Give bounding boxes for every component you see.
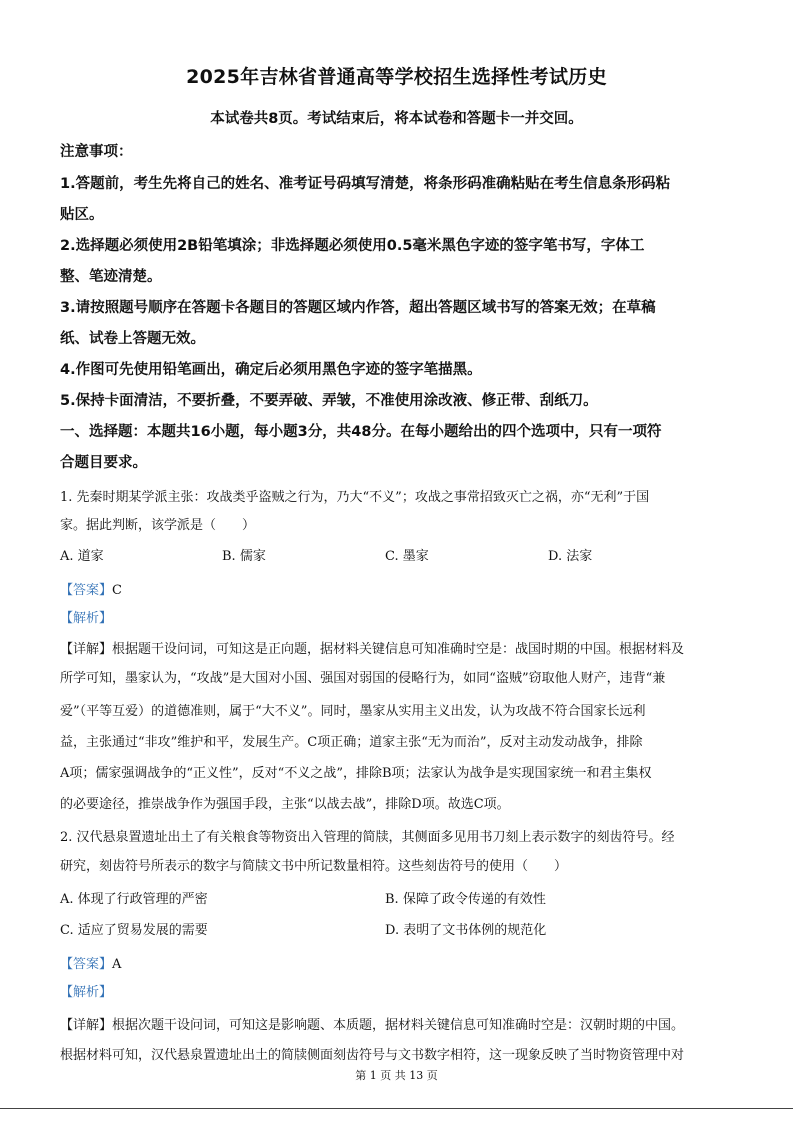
q1-detail-line: 爱”（平等互爱）的道德准则，属于“大不义”。同时，墨家从实用主义出发，认为攻战不符合国家长远利 [60, 704, 646, 719]
note-line: 3.请按照题号顺序在答题卡各题目的答题区域内作答，超出答题区域书写的答案无效；在草稿 [60, 300, 656, 316]
note-line: 5.保持卡面清洁，不要折叠，不要弄破、弄皱，不准使用涂改液、修正带、刮纸刀。 [60, 393, 598, 409]
page-title: 2025年吉林省普通高等学校招生选择性考试历史 [186, 66, 607, 88]
q1-detail [60, 638, 735, 657]
detail-line: 根据题干设问词，可知这是正向题，据材料关键信息可知准确时空是：战国时期的中国。根据材料及 [112, 642, 685, 657]
q1-stem: 家。据此判断，该学派是（ ） [60, 518, 256, 533]
q2-detail [60, 1014, 735, 1033]
q2-option-d: D. 表明了文书体例的规范化 [385, 923, 547, 938]
note-line: 整、笔迹清楚。 [60, 269, 162, 285]
detail-line: 根据次题干设问词，可知这是影响题、本质题，据材料关键信息可知准确时空是：汉朝时期的中国。 [112, 1018, 685, 1033]
q1-option-c: C. 墨家 [385, 549, 429, 564]
q2-detail-line: 根据材料可知，汉代悬泉置遗址出土的简牍侧面刻齿符号与文书数字相符，这一现象反映了当时物资管理中对 [60, 1048, 685, 1063]
page-footer: 第 1 页 共 13 页 [355, 1069, 438, 1082]
note-line: 4.作图可先使用铅笔画出，确定后必须用黑色字迹的签字笔描黑。 [60, 362, 482, 378]
q1-answer [60, 579, 735, 598]
note-line: 1.答题前，考生先将自己的姓名、准考证号码填写清楚，将条形码准确粘贴在考生信息条形码粘 [60, 176, 671, 192]
note-line: 贴区。 [60, 207, 104, 223]
q2-answer [60, 953, 735, 972]
notes-heading: 注意事项： [60, 144, 133, 160]
q1-option-d: D. 法家 [548, 549, 593, 564]
bottom-divider [0, 1108, 793, 1109]
q1-detail-line: 的必要途径，推崇战争作为强国手段，主张“以战去战”，排除D项。故选C项。 [60, 797, 510, 812]
answer-value: A [112, 957, 122, 972]
q2-analysis-tag: 【解析】 [60, 985, 113, 1000]
q2-option-b: B. 保障了政令传递的有效性 [385, 892, 546, 907]
answer-value: C [112, 583, 122, 598]
q1-option-a: A. 道家 [60, 549, 104, 564]
q1-detail-line: 所学可知，墨家认为，“攻战”是大国对小国、强国对弱国的侵略行为，如同“盗贼”窃取他人财产，违背“兼 [60, 671, 666, 686]
detail-tag: 【详解】 [60, 642, 113, 657]
q1-option-b: B. 儒家 [222, 549, 266, 564]
q1-detail-line: 益，主张通过“非攻”维护和平，发展生产。C项正确；道家主张“无为而治”，反对主动发动战争，排除 [60, 735, 643, 750]
note-line: 2.选择题必须使用2B铅笔填涂；非选择题必须使用0.5毫米黑色字迹的签字笔书写，字体工 [60, 238, 645, 254]
q1-detail-line: A项；儒家强调战争的“正义性”，反对“不义之战”，排除B项；法家认为战争是实现国家统一和君主集权 [60, 766, 652, 781]
detail-tag: 【详解】 [60, 1018, 113, 1033]
q2-stem: 2. 汉代悬泉置遗址出土了有关粮食等物资出入管理的简牍，其侧面多见用书刀刻上表示数字的刻齿符号。经 [60, 830, 675, 845]
note-line: 纸、试卷上答题无效。 [60, 331, 205, 347]
section-heading: 合题目要求。 [60, 455, 147, 471]
section-heading: 一、选择题：本题共16小题，每小题3分，共48分。在每小题给出的四个选项中，只有一项符 [60, 424, 662, 440]
q2-option-a: A. 体现了行政管理的严密 [60, 892, 208, 907]
q2-stem: 研究，刻齿符号所表示的数字与简牍文书中所记数量相符。这些刻齿符号的使用（ ） [60, 859, 568, 874]
answer-tag: 【答案】 [60, 957, 113, 972]
q1-analysis-tag: 【解析】 [60, 611, 113, 626]
page-subtitle: 本试卷共8页。考试结束后，将本试卷和答题卡一并交回。 [210, 111, 583, 127]
q2-option-c: C. 适应了贸易发展的需要 [60, 923, 208, 938]
answer-tag: 【答案】 [60, 583, 113, 598]
q1-stem: 1. 先秦时期某学派主张：攻战类乎盗贼之行为，乃大“不义”；攻战之事常招致灭亡之祸，亦“无利”于国 [60, 490, 650, 505]
